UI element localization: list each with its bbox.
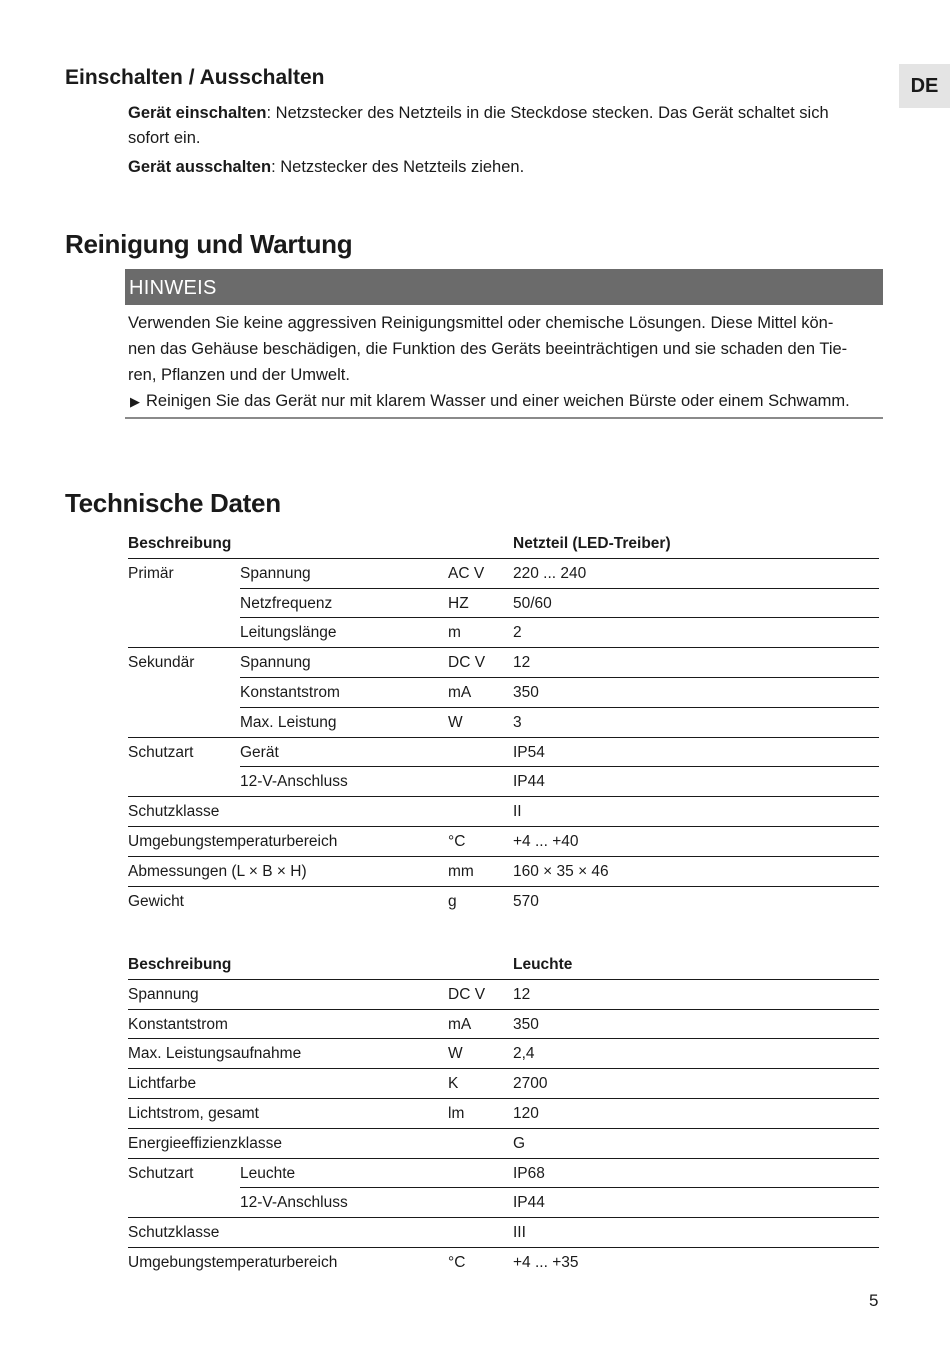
table-cell: 12	[513, 654, 531, 672]
table-cell: g	[448, 892, 457, 910]
table-row	[128, 559, 879, 589]
table-cell: Schutzklasse	[128, 803, 220, 821]
table-cell: Leuchte	[513, 956, 573, 973]
power-on-text-1: : Netzstecker des Netzteils in die Steckdose stecken. Das Gerät schaltet sich	[266, 104, 829, 122]
table-cell: IP68	[513, 1164, 545, 1182]
table-row	[128, 1188, 879, 1218]
table-cell: 160 × 35 × 46	[513, 862, 609, 880]
table-cell: G	[513, 1134, 526, 1152]
table-cell: Gerät	[240, 743, 279, 761]
table-cell: Konstantstrom	[240, 683, 340, 701]
notice-line: nen das Gehäuse beschädigen, die Funktion des Geräts beeinträchtigen und sie schaden den Tie-	[128, 340, 848, 358]
notice-title-bar: HINWEIS	[125, 269, 883, 305]
table-cell: Max. Leistung	[240, 713, 337, 731]
table-row	[128, 980, 879, 1010]
section-heading-onoff: Einschalten / Ausschalten	[65, 66, 325, 89]
table-row	[128, 1218, 879, 1248]
table-cell: 120	[513, 1104, 539, 1122]
notice-line: Verwenden Sie keine aggressiven Reinigungsmittel oder chemische Lösungen. Diese Mittel kön-	[128, 314, 834, 332]
table-cell: Primär	[128, 564, 174, 582]
table-cell: +4 ... +35	[513, 1253, 579, 1271]
table-cell: Max. Leistungsaufnahme	[128, 1045, 302, 1063]
section-heading-tech: Technische Daten	[65, 488, 281, 518]
table-cell: Konstantstrom	[128, 1015, 228, 1033]
tech-table-luminaire	[128, 950, 879, 1278]
table-header-row	[128, 950, 879, 980]
table-cell: Spannung	[240, 564, 311, 582]
table-cell: W	[448, 713, 463, 731]
section-heading-care: Reinigung und Wartung	[65, 229, 353, 259]
power-on-label: Gerät einschalten	[128, 104, 267, 122]
table-cell: DC V	[448, 985, 486, 1003]
table-row	[128, 1010, 879, 1040]
table-cell: mA	[448, 1015, 472, 1033]
table-row	[128, 827, 879, 857]
notice-line: ren, Pflanzen und der Umwelt.	[128, 366, 350, 384]
power-on-instruction	[128, 101, 880, 151]
power-on-text-2: sofort ein.	[128, 129, 201, 147]
notice-body	[128, 310, 880, 388]
power-off-label: Gerät ausschalten	[128, 158, 272, 176]
table-row	[128, 618, 879, 648]
table-cell: Beschreibung	[128, 956, 232, 973]
notice-bottom-rule	[125, 417, 883, 419]
table-cell: 2700	[513, 1075, 548, 1093]
table-cell: Leitungslänge	[240, 624, 337, 642]
table-cell: Umgebungstemperaturbereich	[128, 1253, 338, 1271]
power-off-instruction	[128, 155, 880, 180]
table-row	[128, 767, 879, 797]
table-row	[128, 1129, 879, 1159]
table-cell: 12	[513, 985, 531, 1003]
table-cell: 3	[513, 713, 522, 731]
play-arrow-icon: ▶	[130, 394, 140, 409]
table-cell: 220 ... 240	[513, 564, 587, 582]
table-row	[128, 887, 879, 917]
table-cell: Netzteil (LED-Treiber)	[513, 535, 671, 552]
table-cell: IP54	[513, 743, 545, 761]
table-cell: °C	[448, 1253, 466, 1271]
table-row	[128, 648, 879, 678]
table-cell: 12-V-Anschluss	[240, 773, 348, 791]
table-cell: °C	[448, 832, 466, 850]
table-cell: mA	[448, 683, 472, 701]
table-cell: Spannung	[128, 985, 199, 1003]
table-cell: Lichtfarbe	[128, 1075, 197, 1093]
table-row	[128, 708, 879, 738]
table-cell: IP44	[513, 1194, 545, 1212]
table-cell: Schutzart	[128, 743, 194, 761]
table-row	[128, 1159, 879, 1189]
table-row	[128, 1039, 879, 1069]
table-cell: Gewicht	[128, 892, 184, 910]
page-number: 5	[869, 1291, 879, 1310]
table-cell: IP44	[513, 773, 545, 791]
table-cell: +4 ... +40	[513, 832, 579, 850]
table-row	[128, 857, 879, 887]
table-cell: lm	[448, 1104, 465, 1122]
table-cell: 12-V-Anschluss	[240, 1194, 348, 1212]
table-header-row	[128, 529, 879, 559]
table-cell: Lichtstrom, gesamt	[128, 1104, 259, 1122]
table-cell: 2,4	[513, 1045, 535, 1063]
table-row	[128, 797, 879, 827]
table-cell: Spannung	[240, 654, 311, 672]
table-row	[128, 589, 879, 619]
table-cell: Netzfrequenz	[240, 594, 333, 612]
table-cell: 350	[513, 683, 539, 701]
table-cell: Sekundär	[128, 654, 195, 672]
table-cell: Energieeffizienzklasse	[128, 1134, 282, 1152]
table-row	[128, 738, 879, 768]
power-off-text: : Netzstecker des Netzteils ziehen.	[271, 158, 525, 176]
table-row	[128, 1069, 879, 1099]
table-cell: W	[448, 1045, 463, 1063]
notice-step	[130, 388, 890, 415]
table-row	[128, 678, 879, 708]
table-cell: 570	[513, 892, 539, 910]
table-cell: mm	[448, 862, 474, 880]
table-row	[128, 1099, 879, 1129]
table-cell: Beschreibung	[128, 535, 232, 552]
table-cell: Leuchte	[240, 1164, 296, 1182]
table-cell: Abmessungen (L × B × H)	[128, 862, 307, 880]
tech-table-power-supply	[128, 529, 879, 916]
table-cell: K	[448, 1075, 459, 1093]
table-cell: AC V	[448, 564, 485, 582]
notice-step-text: Reinigen Sie das Gerät nur mit klarem Wasser und einer weichen Bürste oder einem Schwamm.	[146, 392, 850, 410]
table-cell: Schutzklasse	[128, 1224, 220, 1242]
table-cell: 350	[513, 1015, 539, 1033]
table-cell: II	[513, 803, 522, 821]
language-tab: DE	[899, 64, 950, 108]
table-cell: m	[448, 624, 461, 642]
table-cell: DC V	[448, 654, 486, 672]
table-cell: Umgebungstemperaturbereich	[128, 832, 338, 850]
table-cell: 2	[513, 624, 522, 642]
table-row	[128, 1248, 879, 1278]
table-cell: 50/60	[513, 594, 552, 612]
table-cell: Schutzart	[128, 1164, 194, 1182]
table-cell: HZ	[448, 594, 469, 612]
table-cell: III	[513, 1224, 526, 1242]
